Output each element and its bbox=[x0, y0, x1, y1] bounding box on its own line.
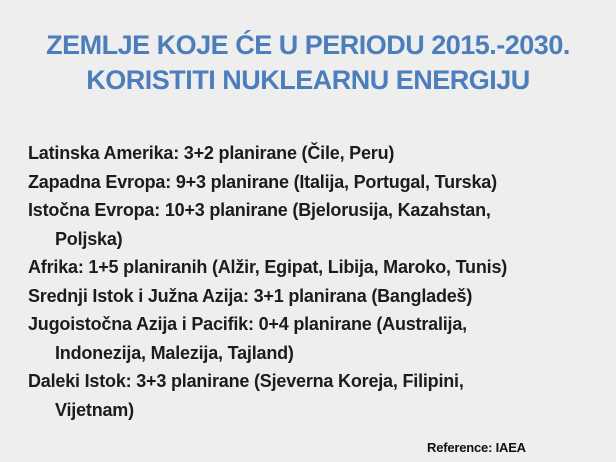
body-line-istocna-evropa-wrap: Poljska) bbox=[55, 228, 123, 249]
body-line-daleki-istok-wrap: Vijetnam) bbox=[55, 399, 134, 420]
body-line-zapadna-evropa: Zapadna Evropa: 9+3 planirane (Italija, Portugal, Turska) bbox=[28, 171, 497, 192]
body-line-afrika: Afrika: 1+5 planiranih (Alžir, Egipat, Libija, Maroko, Tunis) bbox=[28, 257, 508, 277]
body-line-srednji-istok: Srednji Istok i Južna Azija: 3+1 planirana (Bangladeš) bbox=[28, 285, 473, 306]
slide-title-line-2: KORISTITI NUKLEARNU ENERGIJU bbox=[86, 65, 530, 95]
body-line-istocna-evropa: Istočna Evropa: 10+3 planirane (Bjelorusija, Kazahstan, bbox=[28, 200, 491, 220]
body-line-latinska-amerika: Latinska Amerika: 3+2 planirane (Čile, Peru) bbox=[28, 143, 395, 163]
body-line-jugoistocna-azija-wrap: Indonezija, Malezija, Tajland) bbox=[55, 342, 294, 363]
slide-title bbox=[0, 28, 616, 98]
slide-title-line-1: ZEMLJE KOJE ĆE U PERIODU 2015.-2030. bbox=[46, 30, 570, 60]
slide-body bbox=[28, 139, 610, 424]
body-line-jugoistocna-azija: Jugoistočna Azija i Pacifik: 0+4 planirane (Australija, bbox=[28, 314, 467, 334]
body-line-daleki-istok: Daleki Istok: 3+3 planirane (Sjeverna Koreja, Filipini, bbox=[28, 371, 464, 391]
reference-label: Reference: IAEA bbox=[427, 440, 526, 455]
